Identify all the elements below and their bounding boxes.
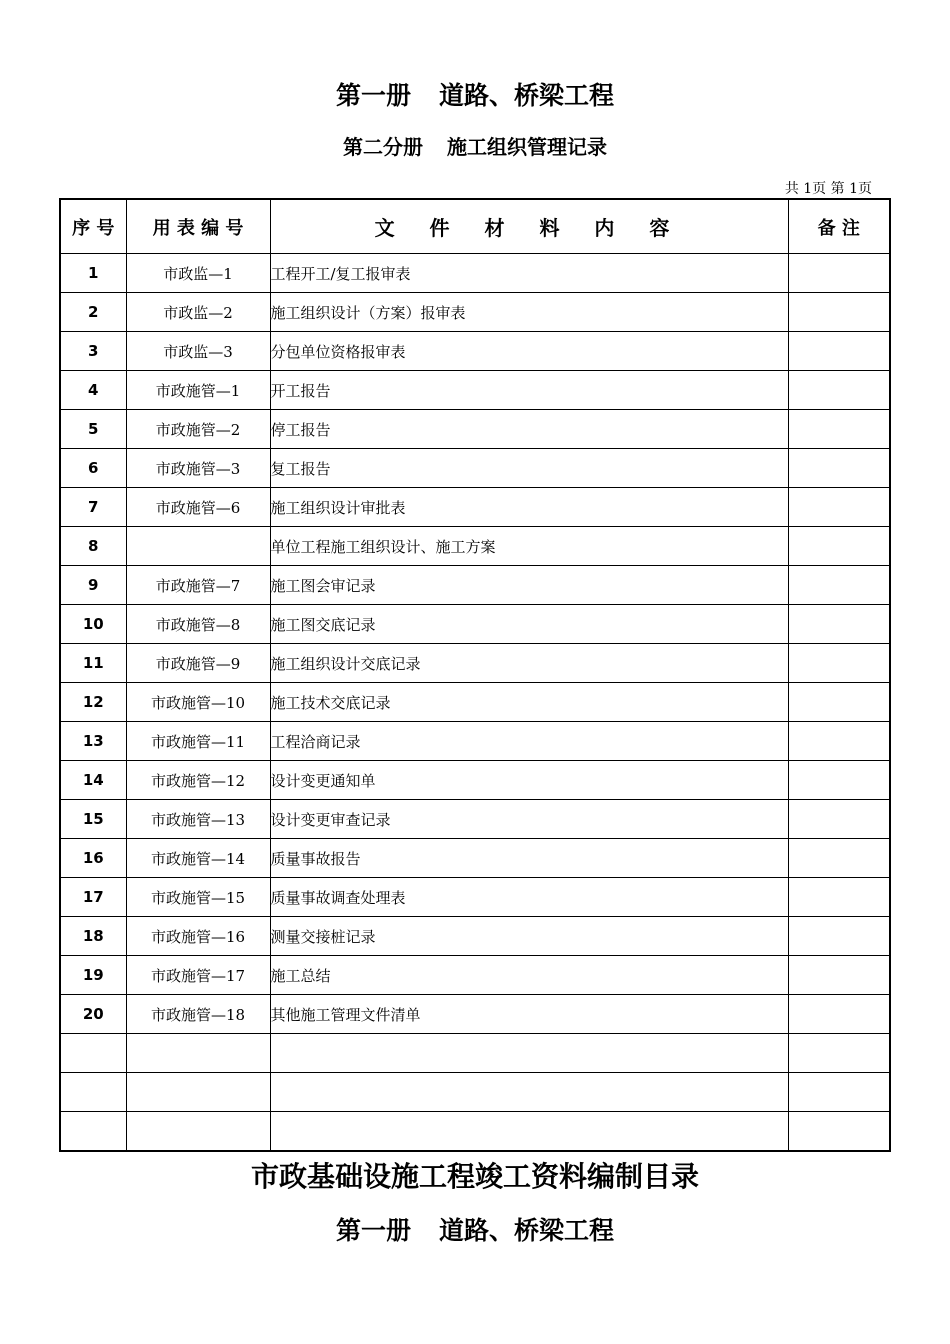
cell-code: 市政施管—1	[126, 371, 270, 410]
cell-content: 设计变更审查记录	[270, 800, 788, 839]
cell-content: 停工报告	[270, 410, 788, 449]
cell-seq: 4	[60, 371, 126, 410]
table-row	[60, 761, 890, 800]
table-row	[60, 1073, 890, 1112]
table-row	[60, 722, 890, 761]
table-row	[60, 995, 890, 1034]
footer-volume-title: 道路、桥梁工程	[439, 1216, 615, 1245]
table-row	[60, 1034, 890, 1073]
cell-code: 市政施管—9	[126, 644, 270, 683]
table-body	[60, 254, 890, 1152]
volume-heading	[0, 76, 950, 112]
table-row	[60, 293, 890, 332]
cell-content	[270, 1034, 788, 1073]
table-row	[60, 527, 890, 566]
cell-code: 市政监—2	[126, 293, 270, 332]
cell-code: 市政施管—14	[126, 839, 270, 878]
table-row	[60, 371, 890, 410]
cell-seq: 5	[60, 410, 126, 449]
cell-remark	[788, 488, 890, 527]
header-code: 用 表 编 号	[126, 199, 270, 254]
cell-code: 市政监—1	[126, 254, 270, 293]
cell-remark	[788, 995, 890, 1034]
cell-remark	[788, 1034, 890, 1073]
subvolume-title: 施工组织管理记录	[447, 135, 607, 159]
table-row	[60, 332, 890, 371]
cell-content	[270, 1073, 788, 1112]
cell-content: 施工组织设计（方案）报审表	[270, 293, 788, 332]
cell-seq	[60, 1112, 126, 1152]
volume-number: 第一册	[335, 81, 411, 110]
cell-seq: 9	[60, 566, 126, 605]
cell-content: 质量事故调查处理表	[270, 878, 788, 917]
subvolume-number: 第二分册	[343, 135, 423, 159]
cell-remark	[788, 449, 890, 488]
cell-remark	[788, 527, 890, 566]
cell-remark	[788, 917, 890, 956]
footer-volume-heading	[0, 1211, 950, 1247]
cell-content: 设计变更通知单	[270, 761, 788, 800]
cell-code: 市政施管—15	[126, 878, 270, 917]
cell-remark	[788, 371, 890, 410]
cell-remark	[788, 566, 890, 605]
cell-code: 市政施管—6	[126, 488, 270, 527]
table-row	[60, 449, 890, 488]
table-row	[60, 644, 890, 683]
cell-code	[126, 527, 270, 566]
cell-seq: 19	[60, 956, 126, 995]
cell-seq: 15	[60, 800, 126, 839]
subvolume-heading	[0, 131, 950, 160]
table-row	[60, 800, 890, 839]
cell-code	[126, 1073, 270, 1112]
cell-content: 测量交接桩记录	[270, 917, 788, 956]
cell-code: 市政施管—12	[126, 761, 270, 800]
cell-code: 市政施管—16	[126, 917, 270, 956]
cell-seq	[60, 1073, 126, 1112]
cell-seq	[60, 1034, 126, 1073]
table-row	[60, 410, 890, 449]
header-remark: 备 注	[788, 199, 890, 254]
cell-seq: 8	[60, 527, 126, 566]
cell-seq: 10	[60, 605, 126, 644]
cell-code: 市政施管—3	[126, 449, 270, 488]
cell-content: 施工组织设计交底记录	[270, 644, 788, 683]
cell-remark	[788, 878, 890, 917]
cell-remark	[788, 839, 890, 878]
cell-seq: 14	[60, 761, 126, 800]
cell-seq: 3	[60, 332, 126, 371]
cell-remark	[788, 1112, 890, 1152]
cell-remark	[788, 761, 890, 800]
table-row	[60, 1112, 890, 1152]
cell-remark	[788, 605, 890, 644]
cell-content: 工程洽商记录	[270, 722, 788, 761]
header-seq: 序 号	[60, 199, 126, 254]
cell-content: 工程开工/复工报审表	[270, 254, 788, 293]
cell-content: 复工报告	[270, 449, 788, 488]
cell-seq: 18	[60, 917, 126, 956]
table-row	[60, 839, 890, 878]
cell-content: 质量事故报告	[270, 839, 788, 878]
cell-code: 市政施管—7	[126, 566, 270, 605]
cell-content: 开工报告	[270, 371, 788, 410]
cell-code	[126, 1112, 270, 1152]
cell-code: 市政施管—10	[126, 683, 270, 722]
cell-seq: 12	[60, 683, 126, 722]
cell-code: 市政施管—2	[126, 410, 270, 449]
cell-remark	[788, 293, 890, 332]
cell-remark	[788, 254, 890, 293]
cell-remark	[788, 800, 890, 839]
cell-seq: 11	[60, 644, 126, 683]
cell-content: 单位工程施工组织设计、施工方案	[270, 527, 788, 566]
cell-code: 市政施管—17	[126, 956, 270, 995]
cell-code: 市政施管—8	[126, 605, 270, 644]
table-row	[60, 254, 890, 293]
cell-seq: 1	[60, 254, 126, 293]
cell-content: 施工组织设计审批表	[270, 488, 788, 527]
cell-remark	[788, 722, 890, 761]
cell-code: 市政施管—11	[126, 722, 270, 761]
cell-remark	[788, 956, 890, 995]
cell-remark	[788, 1073, 890, 1112]
cell-content	[270, 1112, 788, 1152]
table-row	[60, 488, 890, 527]
cell-seq: 7	[60, 488, 126, 527]
cell-content: 施工技术交底记录	[270, 683, 788, 722]
cell-content: 施工总结	[270, 956, 788, 995]
table-row	[60, 566, 890, 605]
cell-code: 市政施管—18	[126, 995, 270, 1034]
cell-remark	[788, 644, 890, 683]
cell-content: 施工图交底记录	[270, 605, 788, 644]
cell-seq: 6	[60, 449, 126, 488]
cell-remark	[788, 332, 890, 371]
footer-volume-number: 第一册	[335, 1216, 411, 1245]
table-row	[60, 605, 890, 644]
cell-content: 分包单位资格报审表	[270, 332, 788, 371]
cell-code: 市政施管—13	[126, 800, 270, 839]
cell-remark	[788, 683, 890, 722]
main-title: 市政基础设施工程竣工资料编制目录	[250, 1160, 699, 1193]
cell-seq: 13	[60, 722, 126, 761]
cell-code	[126, 1034, 270, 1073]
document-list-table	[59, 198, 891, 1152]
page-info: 共 1页 第 1页	[784, 181, 872, 197]
table-row	[60, 683, 890, 722]
cell-seq: 20	[60, 995, 126, 1034]
cell-seq: 17	[60, 878, 126, 917]
cell-code: 市政监—3	[126, 332, 270, 371]
cell-remark	[788, 410, 890, 449]
table-row	[60, 917, 890, 956]
header-content: 文 件 材 料 内 容	[270, 199, 788, 254]
volume-title: 道路、桥梁工程	[439, 81, 615, 110]
cell-seq: 2	[60, 293, 126, 332]
cell-seq: 16	[60, 839, 126, 878]
cell-content: 其他施工管理文件清单	[270, 995, 788, 1034]
table-header-row	[60, 199, 890, 254]
cell-content: 施工图会审记录	[270, 566, 788, 605]
table-row	[60, 878, 890, 917]
table-row	[60, 956, 890, 995]
